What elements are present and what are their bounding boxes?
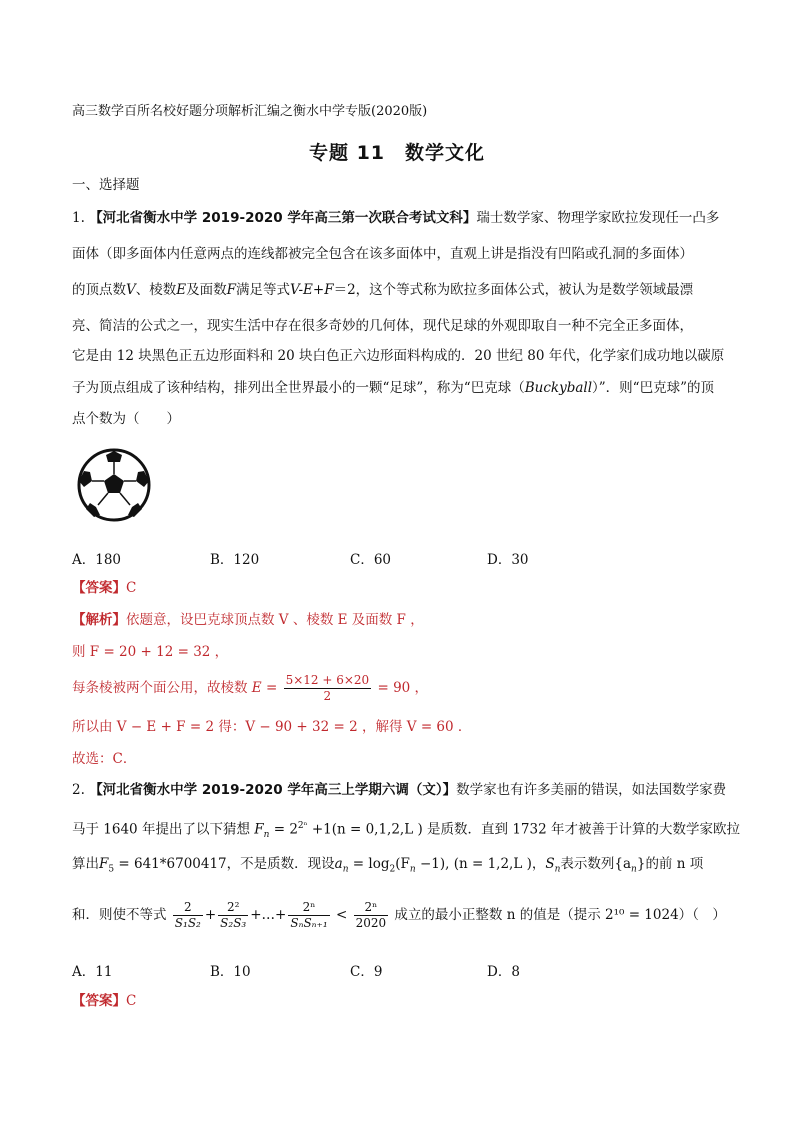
q2-option-d: D．8 xyxy=(487,964,520,980)
q1-analysis-5: 故选：C． xyxy=(72,751,137,767)
q1-option-b: B．120 xyxy=(210,552,260,568)
q1-line3 xyxy=(72,281,693,299)
q2-line4: 和．则使不等式 $\frac{2}{\text{S₁S₂}}$ + $\frac{\text{2²}}{\text{S₂S₃}}$ +…+ $\frac{\text{2ⁿ}}{\text{SₙSₙ₊₁}}$ < $\frac{\text{2ⁿ}}{2020}$ 成立的最小正整数 n 的值是（提示 2¹⁰ = 1024）（ ） xyxy=(72,900,726,930)
equation-part: (F xyxy=(395,856,410,872)
subscript: n xyxy=(409,864,416,875)
var-f: F xyxy=(99,856,109,872)
edge-count-fraction xyxy=(284,673,372,704)
equation-part: } xyxy=(636,856,646,872)
equation-part: = 2 xyxy=(269,821,298,838)
fraction-denominator: 2020 xyxy=(355,916,387,930)
q1-analysis-1 xyxy=(72,611,424,629)
equation-part: = 641*6700417 xyxy=(114,856,227,872)
q1-analysis-3 xyxy=(72,673,428,707)
superscript: 2ⁿ xyxy=(297,821,308,831)
q2-option-c: C．9 xyxy=(350,964,383,980)
var-e: E xyxy=(176,282,187,298)
q1-option-c: C．60 xyxy=(350,552,392,568)
fraction-numerator: 2ⁿ xyxy=(354,900,389,916)
fraction-numerator: 2ⁿ xyxy=(288,900,329,916)
less-than: < xyxy=(335,907,348,923)
euler-formula: V-E+F xyxy=(289,282,334,298)
topic-name: 数学文化 xyxy=(405,142,486,164)
ellipsis: +…+ xyxy=(250,907,287,923)
equation-part: {a xyxy=(614,856,632,872)
q1-analysis-4: 所以由 V − E + F = 2 得：V − 90 + 32 = 2 ，解得 V = 60 ． xyxy=(72,719,472,735)
fraction-numerator: 5×12 + 6×20 xyxy=(285,673,370,687)
q2-answer xyxy=(72,992,136,1010)
var-v: V xyxy=(126,282,136,298)
page-title xyxy=(0,138,794,165)
subscript: n xyxy=(631,864,637,875)
q1-line2: 面体（即多面体内任意两点的连线都被完全包含在该多面体中，直观上讲是指没有凹陷或孔洞的多面体） xyxy=(72,246,693,262)
q1-answer xyxy=(72,579,136,597)
equation-part: −1), (n = 1,2,L ) xyxy=(415,856,532,872)
q1-text: 及面数 xyxy=(186,282,227,298)
q2-option-a: A．11 xyxy=(72,964,113,980)
topic-number: 专题 11 xyxy=(308,142,386,164)
q1-text: ＝2，这个等式称为欧拉多面体公式，被认为是数学领域最漂 xyxy=(333,282,694,298)
analysis-text: 依题意，设巴克球顶点数 V 、棱数 E 及面数 F ， xyxy=(126,612,424,628)
q1-line6 xyxy=(72,379,714,397)
q2-option-b: B．10 xyxy=(210,964,251,980)
answer-value: C xyxy=(126,993,137,1009)
q1-line5: 它是由 12 块黑色正五边形面料和 20 块白色正六边形面料构成的．20 世纪 80 年代，化学家们成功地以碳原 xyxy=(72,348,725,364)
subscript: 2 xyxy=(389,864,396,875)
subscript: n xyxy=(342,864,349,875)
q1-option-a: A．180 xyxy=(72,552,122,568)
subscript: n xyxy=(554,864,561,875)
q1-text: 满足等式 xyxy=(235,282,290,298)
fraction-denominator: 2 xyxy=(323,689,332,703)
buckyball-term: Buckyball xyxy=(524,380,593,396)
analysis-text: = 90 ， xyxy=(377,680,429,696)
q1-number: 1. xyxy=(72,210,85,226)
q1-option-d: D．30 xyxy=(487,552,529,568)
q1-source: 【河北省衡水中学 2019-2020 学年高三第一次联合考试文科】 xyxy=(89,210,477,226)
q2-text: ，不是质数．现设 xyxy=(226,856,335,872)
q1-analysis-2: 则 F = 20 + 12 = 32 ， xyxy=(72,644,229,660)
q2-text: ， xyxy=(531,856,546,872)
fraction-3 xyxy=(288,900,329,931)
fraction-denominator: SₙSₙ₊₁ xyxy=(290,916,328,930)
q2-line2 xyxy=(72,817,740,844)
q1-text: 、棱数 xyxy=(135,282,177,298)
fraction-1 xyxy=(173,900,203,931)
q1-line4: 亮、简洁的公式之一，现实生活中存在很多奇妙的几何体，现代足球的外观即取自一种不完全正多面体， xyxy=(72,318,693,334)
q2-text: 马于 1640 年提出了以下猜想 xyxy=(72,821,250,838)
answer-value: C xyxy=(126,580,137,596)
fraction-denominator: S₁S₂ xyxy=(174,916,201,930)
equation-part: = log xyxy=(348,856,390,872)
fraction-numerator: 2² xyxy=(218,900,248,916)
fraction-4 xyxy=(354,900,389,931)
q2-number: 2. xyxy=(72,782,85,798)
section-heading: 一、选择题 xyxy=(72,177,140,193)
q2-source: 【河北省衡水中学 2019-2020 学年高三上学期六调（文）】 xyxy=(89,782,457,798)
q2-text: 数学家也有许多美丽的错误，如法国数学家费 xyxy=(456,782,727,798)
q1-text: 的顶点数 xyxy=(72,282,126,298)
q1-text: ）”．则“巴克球”的顶 xyxy=(592,380,714,396)
var-s: S xyxy=(545,856,555,872)
q2-text: 的前 n 项 xyxy=(645,856,704,872)
q1-line7: 点个数为（ ） xyxy=(72,411,180,427)
subscript: 5 xyxy=(108,864,115,875)
q2-text: 成立的最小正整数 n 的值是（提示 2¹⁰ = 1024）（ ） xyxy=(394,907,726,923)
answer-tag: 【答案】 xyxy=(72,580,126,596)
analysis-text: 每条棱被两个面公用，故棱数 xyxy=(72,680,248,696)
analysis-var-e: E = xyxy=(251,680,278,696)
soccer-ball-icon xyxy=(76,447,152,523)
fraction-2 xyxy=(218,900,248,931)
q2-line1 xyxy=(72,781,726,799)
var-f: F xyxy=(226,282,236,298)
q1-line1 xyxy=(72,209,719,227)
q1-text: 子为顶点组成了该种结构，排列出全世界最小的一颗“足球”，称为“巴克球（ xyxy=(72,380,525,396)
var-a: a xyxy=(334,856,343,872)
q2-text: +1(n = 0,1,2,L ) 是质数．直到 1732 年才被善于计算的大数学家欧拉 xyxy=(307,821,740,838)
fraction-denominator: S₂S₃ xyxy=(220,916,247,930)
q2-text: 表示数列 xyxy=(560,856,615,872)
subscript: n xyxy=(263,830,270,841)
q2-text: 算出 xyxy=(72,856,99,872)
q2-line3 xyxy=(72,855,703,879)
q2-text: 和．则使不等式 xyxy=(72,907,167,923)
fraction-numerator: 2 xyxy=(173,900,203,916)
document-header: 高三数学百所名校好题分项解析汇编之衡水中学专版(2020版) xyxy=(72,104,428,119)
answer-tag: 【答案】 xyxy=(72,993,126,1009)
var-f: F xyxy=(254,821,264,838)
analysis-tag: 【解析】 xyxy=(72,612,126,628)
q1-text: 瑞士数学家、物理学家欧拉发现任一凸多 xyxy=(476,210,720,226)
